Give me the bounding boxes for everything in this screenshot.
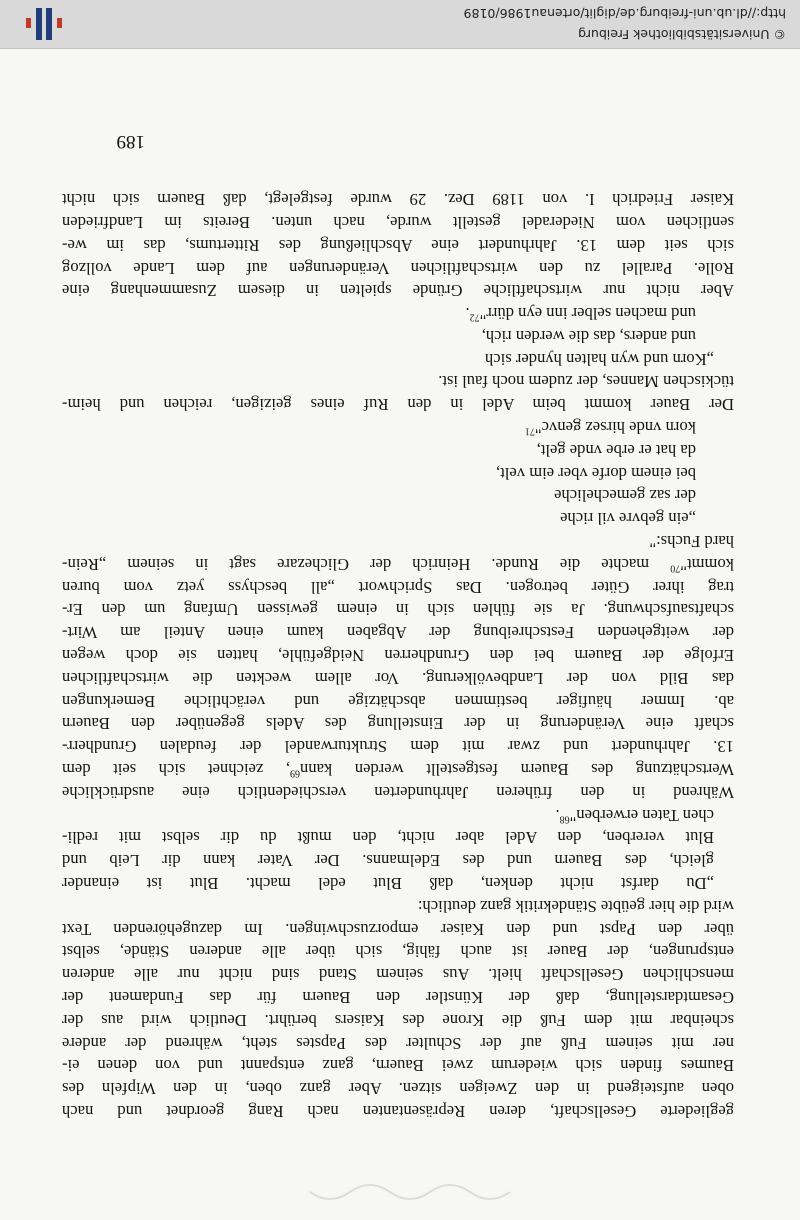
text-line — [62, 438, 734, 461]
text-line-tail: . — [465, 304, 470, 324]
text-line-content: Erfolge der Bauern bei den Grundherren Neidgefühle, hatten sie doch wegen — [62, 646, 734, 666]
footnote-ref: 72 — [469, 311, 480, 323]
text-line — [62, 689, 734, 712]
text-line-content: Blut vererben, den Adel aber nicht, den mußt du dir selbst mit redli- — [62, 828, 714, 848]
text-line — [62, 894, 734, 917]
text-line-content: Der Bauer kommt beim Adel in den Ruf eines geizigen, reichen und heim- — [62, 395, 734, 415]
text-line-content: Kaiser Friedrich I. von 1189 Dez. 29 wurde festgelegt, daß Bauern sich nicht — [62, 190, 734, 210]
text-line — [62, 1008, 734, 1031]
text-line — [62, 962, 734, 985]
text-line-content: ner mit seinem Fuß auf der Schulter des Papstes steht, während der andere — [62, 1033, 734, 1053]
text-line — [62, 826, 734, 849]
text-line-content: über den Papst und den Kaiser emporzuschwingen. Im dazugehörenden Text — [62, 919, 734, 939]
text-line-content: gegliederte Gesellschaft, deren Repräsentanten nach Rang geordnet und nach — [62, 1102, 734, 1121]
text-line — [62, 187, 734, 210]
text-line — [62, 1076, 734, 1099]
text-line-tail: machte die Runde. Heinrich der Glichezare sagt in seinem „Rein- — [62, 554, 671, 574]
text-line-content: gleich, des Bauern und des Edelmanns. Der Vater kann dir Leib und — [62, 851, 714, 871]
text-line-content: und machen selber inn eyn dürr" — [479, 304, 696, 324]
source-url[interactable]: http://dl.ub.uni-freiburg.de/diglit/ortenau1986/0189 — [463, 6, 786, 21]
text-line-content: 13. Jahrhundert und zwar mit dem Strukturwandel der feudalen Grundherr- — [62, 737, 734, 757]
text-line-content: schaftsaufschwung. Ja sie fühlen sich in einem gewissen Umfang um den Er- — [62, 600, 734, 620]
text-line — [62, 1099, 734, 1122]
library-stamp — [290, 1182, 520, 1210]
text-line-content: kommt" — [680, 554, 734, 574]
text-line-content: menschlichen Gesellschaft hielt. Aus seinem Stand sind nicht nur alle anderen — [62, 965, 734, 985]
text-line — [62, 256, 734, 279]
footnote-ref: 71 — [524, 425, 535, 437]
text-line-content: „Korn und wyn halten hynder sich — [484, 349, 714, 369]
text-line — [62, 393, 734, 416]
text-line — [62, 1054, 734, 1077]
text-line — [62, 575, 734, 598]
text-line-content: sentlichen vom Niederadel gestellt wurde, nach unten. Bereits im Landfrieden — [62, 212, 734, 232]
text-line-content: Rolle. Parallel zu den wirtschaftlichen Veränderungen auf dem Lande vollzog — [62, 258, 734, 278]
text-line-content: „Du darfst nicht denken, daß Blut edel macht. Blut ist einander — [62, 874, 714, 894]
text-line-content: Gesamtdarstellung, daß der Künstler den Bauern für das Fundament der — [62, 988, 734, 1008]
text-line — [62, 917, 734, 940]
digitization-footer — [0, 0, 800, 49]
text-line — [62, 506, 734, 529]
text-line — [62, 871, 734, 894]
library-credit: © Universitätsbibliothek Freiburg — [578, 27, 786, 42]
text-line — [62, 848, 734, 871]
text-line-content: korn vnde hirsez genvc" — [534, 418, 696, 438]
text-line-content: Während in den früheren Jahrhunderten verschiedentlich eine ausdrückliche — [62, 782, 734, 802]
text-line-content: tückischen Mannes, der zudem noch faul ist. — [438, 372, 734, 392]
text-line-content: das Bild von der Landbevölkerung. Vor allem weckten die wirtschaftlichen — [62, 668, 734, 688]
text-line — [62, 620, 734, 643]
footnote-ref: 69 — [290, 767, 300, 779]
text-line-content: da hat er erbe vnde gelt, — [536, 440, 696, 460]
text-line-tail: , zeichnet sich seit dem — [62, 760, 290, 780]
text-line — [62, 279, 734, 302]
text-line — [62, 461, 734, 484]
page-number: 189 — [116, 131, 145, 152]
text-line-content: und anders, das die werden rich, — [481, 326, 696, 346]
text-line-content: der saz gemecheliche — [554, 486, 696, 506]
text-line — [62, 985, 734, 1008]
text-line-content: hard Fuchs:" — [649, 532, 734, 552]
text-line — [62, 233, 734, 256]
text-line-content: Wertschätzung des Bauern festgestellt werden kann — [300, 760, 734, 780]
footnote-ref: 70 — [670, 562, 681, 574]
text-line — [62, 757, 734, 780]
text-line-content: Aber nicht nur wirtschaftliche Gründe spielten in diesem Zusammenhang eine — [62, 281, 734, 301]
text-line — [62, 484, 734, 507]
text-line-content: oben aufsteigend in den Zweigen sitzen. Aber ganz oben, in den Wipfeln des — [62, 1079, 734, 1099]
text-line — [62, 301, 734, 324]
text-line — [62, 803, 734, 826]
text-line-content: scheinbar mit dem Fuß die Krone des Kaisers berührt. Deutlich wird aus der — [62, 1010, 734, 1030]
text-line-content: ab. Immer häufiger bestimmen abschätzige und verächtliche Bemerkungen — [62, 691, 734, 711]
text-line — [62, 529, 734, 552]
text-line-tail: . — [555, 805, 560, 825]
text-line — [62, 734, 734, 757]
text-line — [62, 370, 734, 393]
footnote-ref: 68 — [559, 813, 570, 825]
text-line-content: „ein gebvre vil riche — [560, 509, 696, 529]
text-line — [62, 598, 734, 621]
text-line-content: wird die hier geübte Ständekritik ganz deutlich: — [417, 896, 734, 916]
text-line-content: bei einem dorfe vber eim velt, — [496, 463, 696, 483]
body-text — [62, 187, 734, 1122]
text-line-content: schaft eine Veränderung in der Einstellung des Adels gegenüber den Bauern — [62, 714, 734, 734]
text-line — [62, 552, 734, 575]
text-line — [62, 643, 734, 666]
text-line-content: trag ihrer Güter betrogen. Das Sprichwort „all beschyss yetz vom buren — [62, 577, 734, 597]
text-line — [62, 780, 734, 803]
text-line — [62, 1031, 734, 1054]
text-line-content: der weitgehenden Festschreibung der Abgaben kaum einen Anteil am Wirt- — [62, 623, 734, 643]
text-line — [62, 347, 734, 370]
text-line-content: entsprungen, der Bauer ist auch fähig, sich über alle anderen Stände, selbst — [62, 942, 734, 962]
text-line — [62, 324, 734, 347]
university-library-logo — [22, 6, 66, 44]
text-line — [62, 210, 734, 233]
text-line-content: chen Taten erwerben" — [569, 805, 714, 825]
text-line — [62, 940, 734, 963]
text-line-content: Baumes finden sich wiederum zwei Bauern, ganz entspannt und von denen ei- — [62, 1056, 734, 1076]
text-line — [62, 712, 734, 735]
text-line — [62, 415, 734, 438]
text-line — [62, 666, 734, 689]
text-line-content: sich seit dem 13. Jahrhundert eine Abschließung des Rittertums, das im we- — [62, 235, 734, 255]
